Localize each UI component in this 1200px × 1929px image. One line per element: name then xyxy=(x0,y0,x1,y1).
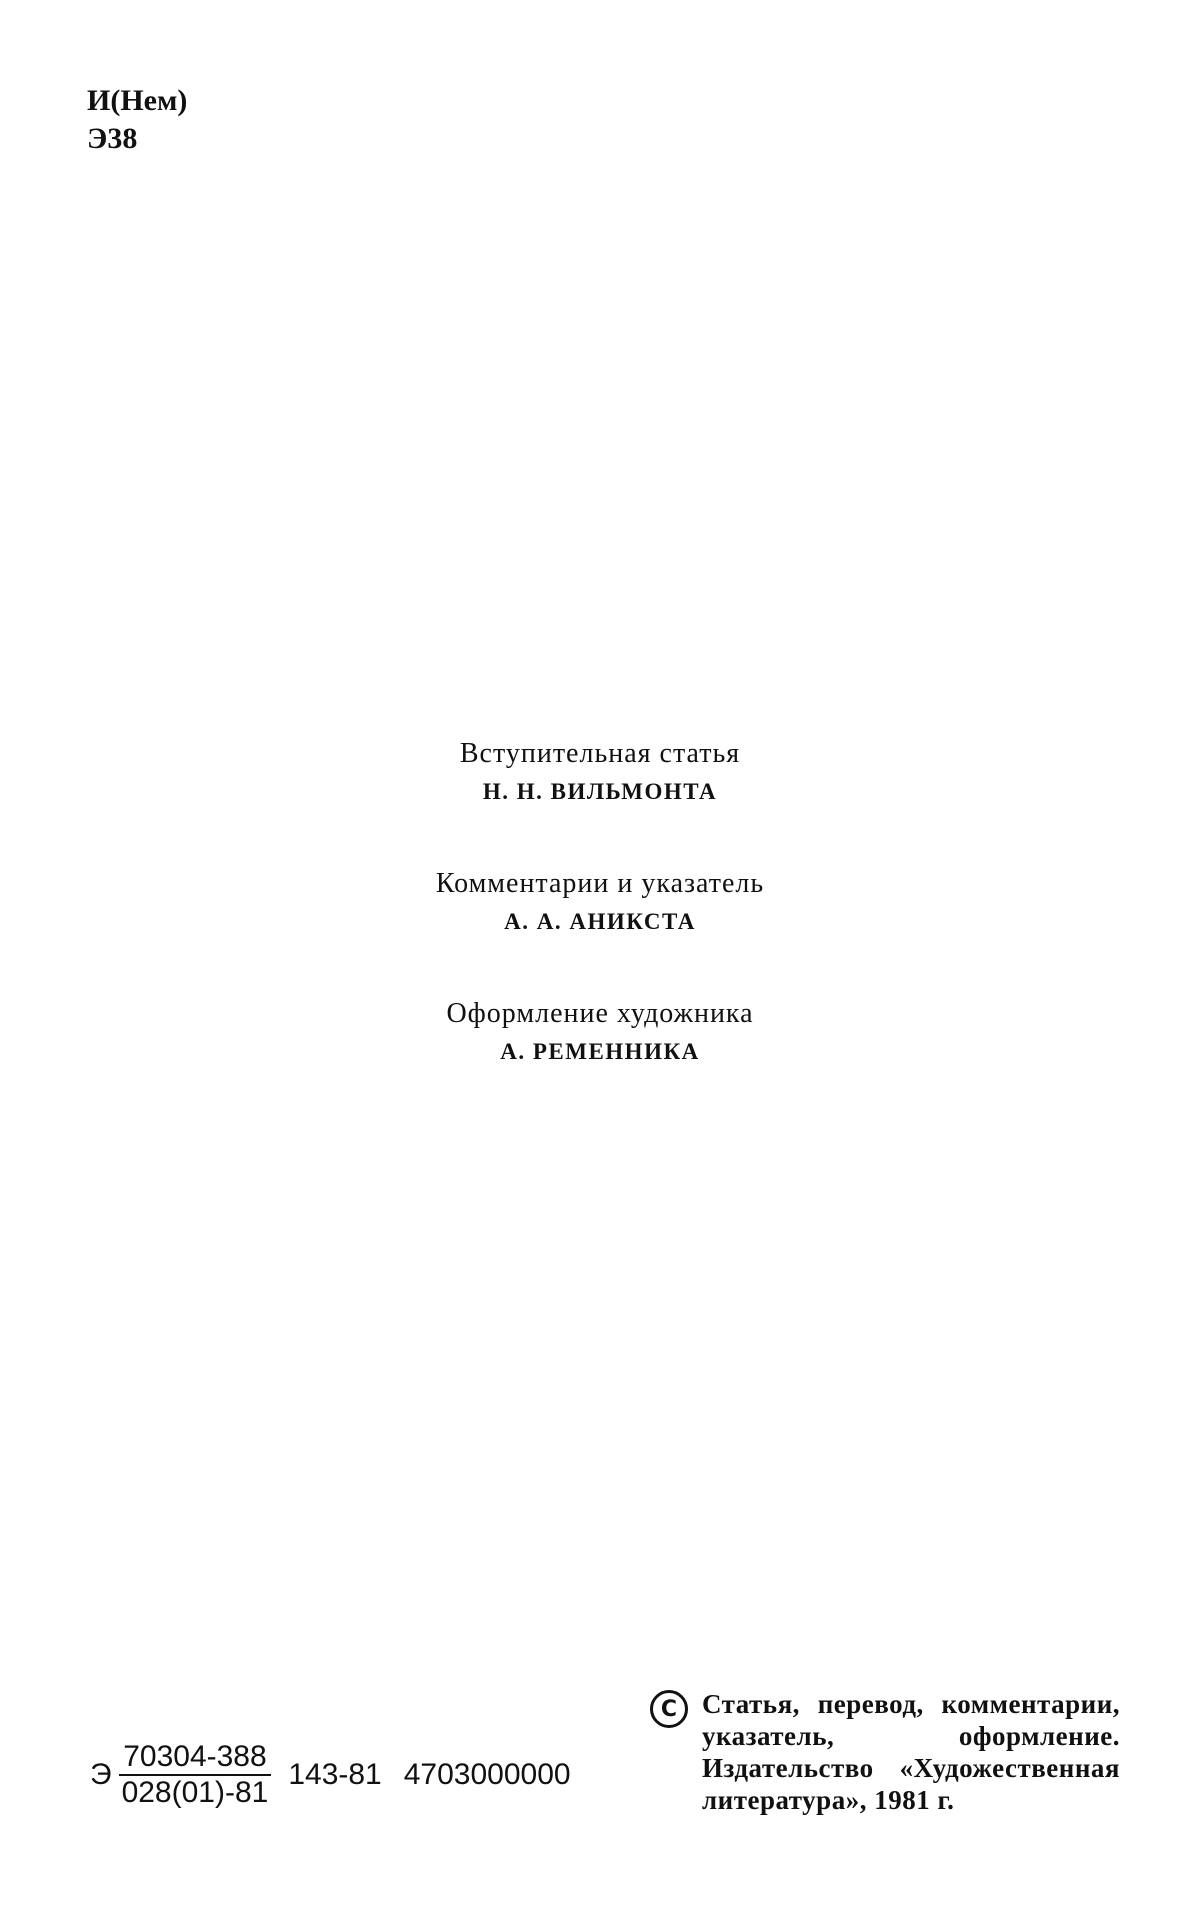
bibliographic-code xyxy=(90,1740,571,1810)
copyright-icon: C xyxy=(650,1690,688,1728)
biblio-number: 4703000000 xyxy=(403,1758,571,1791)
credit-role: Вступительная статья xyxy=(459,738,741,769)
credit-role: Оформление художника xyxy=(446,998,754,1029)
credit-design xyxy=(0,995,1200,1071)
credit-role: Комментарии и указатель xyxy=(435,868,765,899)
credit-commentary xyxy=(0,865,1200,941)
biblio-denominator: 028(01)-81 xyxy=(121,1776,269,1809)
biblio-prefix: Э xyxy=(90,1758,112,1791)
credit-name: Н. Н. ВИЛЬМОНТА xyxy=(482,779,718,804)
credits-section xyxy=(0,735,1200,1125)
biblio-fraction xyxy=(118,1740,273,1810)
credit-introduction xyxy=(0,735,1200,811)
copyright-notice xyxy=(650,1688,1120,1816)
credit-name: А. РЕМЕННИКА xyxy=(500,1039,700,1064)
biblio-numerator: 70304-388 xyxy=(119,1740,270,1776)
library-index-code xyxy=(87,82,187,158)
copyright-text: Статья, перевод, комментарии, указатель, оформление. Издательство «Художественная литература», 1981 г. xyxy=(702,1689,1120,1815)
biblio-code: 143-81 xyxy=(288,1758,382,1791)
index-code-line-1: И(Нем) xyxy=(87,84,188,117)
index-code-line-2: Э38 xyxy=(87,122,138,155)
credit-name: А. А. АНИКСТА xyxy=(504,909,696,934)
